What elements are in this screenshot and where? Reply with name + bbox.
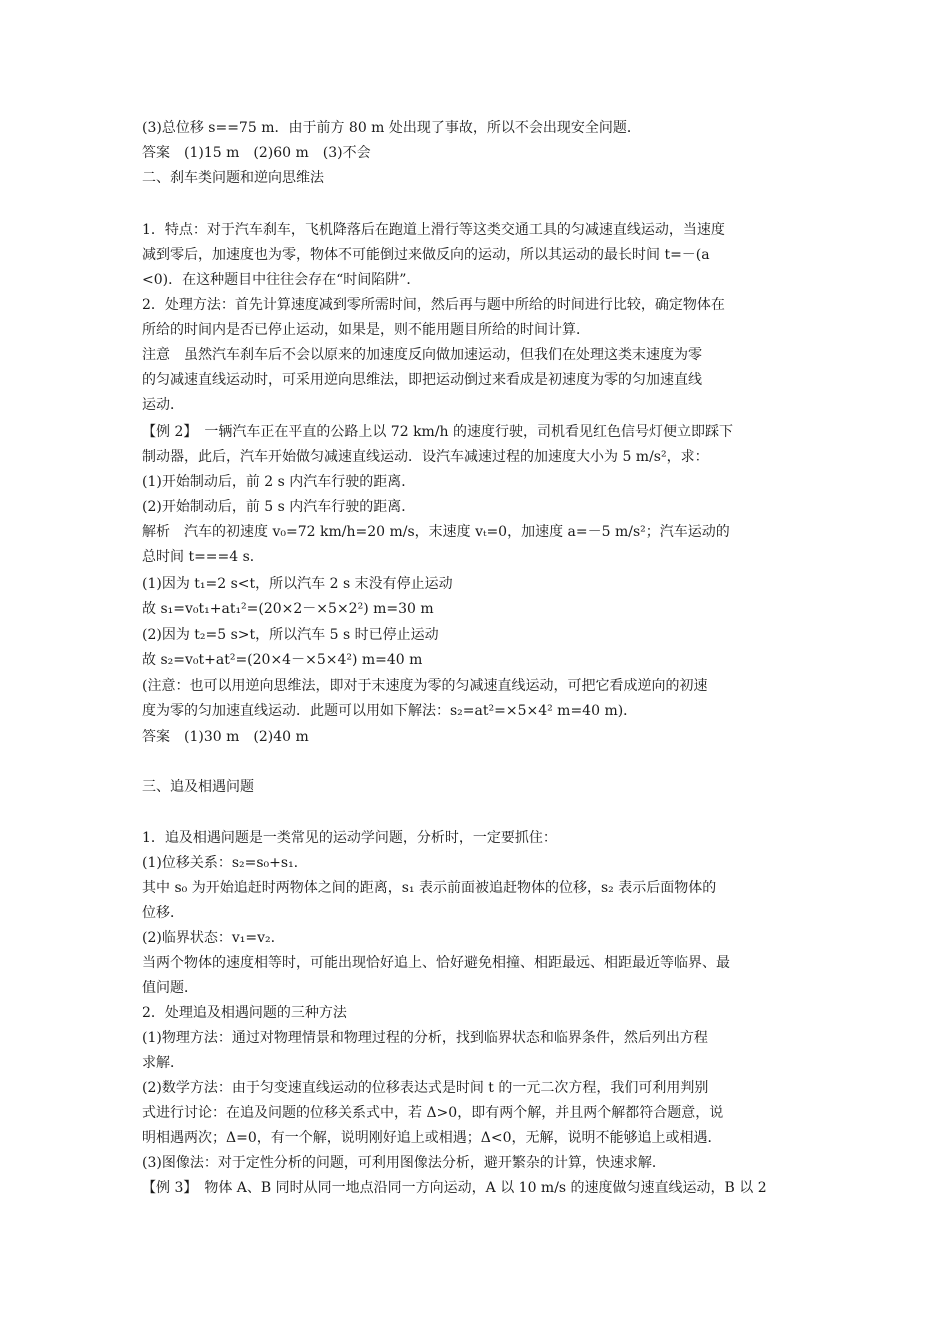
- text-line: (2)临界状态：v₁=v₂.: [142, 930, 276, 946]
- example-3-line: 【例 3】 物体 A、B 同时从同一地点沿同一方向运动，A 以 10 m/s 的速度做匀速直线运动，B 以 2: [142, 1180, 767, 1196]
- text-line: (1)开始制动后，前 2 s 内汽车行驶的距离．: [142, 474, 416, 490]
- text-line: (3)总位移 s==75 m．由于前方 80 m 处出现了事故，所以不会出现安全问题．: [142, 120, 641, 136]
- text-line: <0)．在这种题目中往往会存在“时间陷阱”．: [142, 272, 421, 288]
- text-line: (2)因为 t₂=5 s>t，所以汽车 5 s 时已停止运动: [142, 627, 439, 643]
- text-line: 1．特点：对于汽车刹车，飞机降落后在跑道上滑行等这类交通工具的匀减速直线运动，当速度: [142, 222, 725, 238]
- text-line: 位移．: [142, 905, 184, 921]
- note-line: 度为零的匀加速直线运动．此题可以用如下解法：s₂=at²=×5×4² m=40 m)．: [142, 703, 638, 719]
- text-line: 明相遇两次；Δ=0，有一个解，说明刚好追上或相遇；Δ<0，无解，说明不能够追上或相遇．: [142, 1130, 722, 1146]
- text-line: (1)位移关系：s₂=s₀+s₁.: [142, 855, 299, 871]
- note-line: 注意 虽然汽车刹车后不会以原来的加速度反向做加速运动，但我们在处理这类末速度为零: [142, 347, 702, 363]
- note-line: 的匀减速直线运动时，可采用逆向思维法，即把运动倒过来看成是初速度为零的匀加速直线: [142, 372, 702, 388]
- text-line: 值问题．: [142, 980, 198, 996]
- text-line: 制动器，此后，汽车开始做匀减速直线运动．设汽车减速过程的加速度大小为 5 m/s²，求：: [142, 449, 709, 465]
- text-line: 所给的时间内是否已停止运动，如果是，则不能用题目所给的时间计算．: [142, 322, 590, 338]
- note-line: (注意：也可以用逆向思维法，即对于末速度为零的匀减速直线运动，可把它看成逆向的初速: [142, 678, 708, 694]
- text-line: (3)图像法：对于定性分析的问题，可利用图像法分析，避开繁杂的计算，快速求解．: [142, 1155, 666, 1171]
- text-line: 其中 s₀ 为开始追赶时两物体之间的距离，s₁ 表示前面被追赶物体的位移，s₂ 表示后面物体的: [142, 880, 717, 896]
- note-line: 运动．: [142, 397, 184, 413]
- text-line: 求解．: [142, 1055, 184, 1071]
- example-2-line: 【例 2】 一辆汽车正在平直的公路上以 72 km/h 的速度行驶，司机看见红色信号灯便立即踩下: [142, 424, 734, 440]
- solution-line: 解析 汽车的初速度 v₀=72 km/h=20 m/s，末速度 vₜ=0，加速度 a=－5 m/s²；汽车运动的: [142, 524, 730, 540]
- text-line: 总时间 t===4 s．: [142, 549, 264, 565]
- text-line: 当两个物体的速度相等时，可能出现恰好追上、恰好避免相撞、相距最远、相距最近等临界、最: [142, 955, 730, 971]
- answer-line: 答案 (1)30 m (2)40 m: [142, 729, 309, 745]
- answer-line: 答案 (1)15 m (2)60 m (3)不会: [142, 145, 371, 161]
- text-line: 1．追及相遇问题是一类常见的运动学问题，分析时，一定要抓住：: [142, 830, 557, 846]
- section-heading: 三、追及相遇问题: [142, 779, 254, 795]
- section-heading: 二、刹车类问题和逆向思维法: [142, 170, 324, 186]
- text-line: (2)开始制动后，前 5 s 内汽车行驶的距离．: [142, 499, 416, 515]
- text-line: (1)物理方法：通过对物理情景和物理过程的分析，找到临界状态和临界条件，然后列出方程: [142, 1030, 708, 1046]
- formula-line: 故 s₁=v₀t₁+at₁²=(20×2－×5×2²) m=30 m: [142, 601, 434, 617]
- formula-line: 故 s₂=v₀t+at²=(20×4－×5×4²) m=40 m: [142, 652, 423, 668]
- text-line: (2)数学方法：由于匀变速直线运动的位移表达式是时间 t 的一元二次方程，我们可利用判别: [142, 1080, 709, 1096]
- text-line: 2．处理追及相遇问题的三种方法: [142, 1005, 347, 1021]
- text-line: 式进行讨论：在追及问题的位移关系式中，若 Δ>0，即有两个解，并且两个解都符合题意，说: [142, 1105, 724, 1121]
- text-line: 2．处理方法：首先计算速度减到零所需时间，然后再与题中所给的时间进行比较，确定物体在: [142, 297, 725, 313]
- text-line: (1)因为 t₁=2 s<t，所以汽车 2 s 末没有停止运动: [142, 576, 453, 592]
- text-line: 减到零后，加速度也为零，物体不可能倒过来做反向的运动，所以其运动的最长时间 t=－(a: [142, 247, 710, 263]
